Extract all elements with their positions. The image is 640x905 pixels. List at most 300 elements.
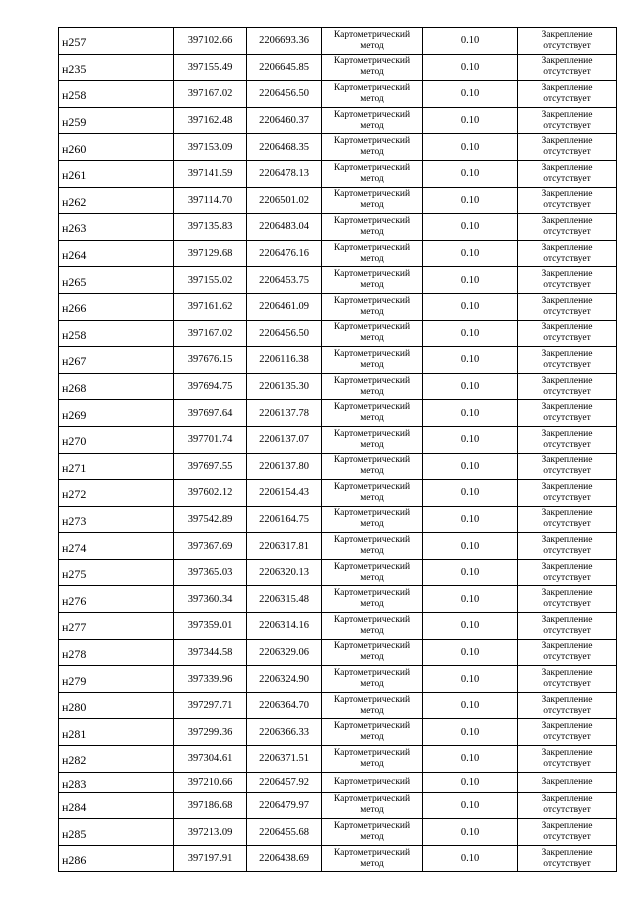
fixing-line: Закрепление — [541, 322, 593, 333]
fixing-cell — [518, 54, 617, 81]
point-name-cell: н264 — [59, 240, 174, 267]
fixing-line: Закрепление — [541, 588, 593, 599]
accuracy-cell: 0.10 — [423, 214, 518, 241]
method-cell — [322, 506, 423, 533]
fixing-cell — [518, 772, 617, 792]
method-cell — [322, 54, 423, 81]
fixing-line: отсутствует — [543, 40, 591, 51]
method-cell — [322, 134, 423, 161]
accuracy-cell: 0.10 — [423, 845, 518, 872]
x-coordinate-cell: 397197.91 — [174, 845, 247, 872]
method-line: Картометрический — [333, 269, 411, 280]
accuracy-cell: 0.10 — [423, 453, 518, 480]
fixing-line: отсутствует — [543, 120, 591, 131]
method-line: метод — [360, 359, 384, 370]
y-coordinate-cell: 2206317.81 — [247, 533, 322, 560]
fixing-line: Закрепление — [541, 508, 593, 519]
fixing-cell — [518, 267, 617, 294]
point-name-cell: н261 — [59, 160, 174, 187]
method-line: Картометрический — [333, 322, 411, 333]
point-name-cell: н259 — [59, 107, 174, 134]
table-row — [59, 772, 617, 792]
fixing-cell — [518, 480, 617, 507]
point-name-cell: н269 — [59, 400, 174, 427]
y-coordinate-cell: 2206154.43 — [247, 480, 322, 507]
method-line: Картометрический — [333, 242, 411, 253]
point-name-cell: н281 — [59, 719, 174, 746]
point-name-cell: н273 — [59, 506, 174, 533]
fixing-cell — [518, 160, 617, 187]
method-line: метод — [360, 546, 384, 557]
method-cell — [322, 533, 423, 560]
fixing-cell — [518, 373, 617, 400]
accuracy-cell: 0.10 — [423, 347, 518, 374]
fixing-cell — [518, 347, 617, 374]
method-line: метод — [360, 732, 384, 743]
y-coordinate-cell: 2206693.36 — [247, 28, 322, 55]
point-name-cell: н278 — [59, 639, 174, 666]
method-line: метод — [360, 67, 384, 78]
method-cell — [322, 28, 423, 55]
point-name-cell: н285 — [59, 819, 174, 846]
y-coordinate-cell: 2206456.50 — [247, 81, 322, 108]
fixing-line: отсутствует — [543, 858, 591, 869]
fixing-line: Закрепление — [541, 295, 593, 306]
method-line: метод — [360, 625, 384, 636]
fixing-cell — [518, 666, 617, 693]
method-line: Картометрический — [333, 747, 411, 758]
fixing-line: Закрепление — [541, 162, 593, 173]
table-row — [59, 613, 617, 640]
method-line: Картометрический — [333, 561, 411, 572]
method-line: Картометрический — [333, 215, 411, 226]
method-line: Картометрический — [333, 348, 411, 359]
fixing-line: Закрепление — [541, 109, 593, 120]
accuracy-cell: 0.10 — [423, 639, 518, 666]
x-coordinate-cell: 397304.61 — [174, 746, 247, 773]
accuracy-cell: 0.10 — [423, 613, 518, 640]
fixing-cell — [518, 845, 617, 872]
method-cell — [322, 692, 423, 719]
method-line: метод — [360, 599, 384, 610]
y-coordinate-cell: 2206501.02 — [247, 187, 322, 214]
method-line: метод — [360, 40, 384, 51]
fixing-cell — [518, 240, 617, 267]
y-coordinate-cell: 2206366.33 — [247, 719, 322, 746]
method-line: метод — [360, 173, 384, 184]
coordinates-table-body — [59, 28, 617, 872]
method-cell — [322, 320, 423, 347]
y-coordinate-cell: 2206476.16 — [247, 240, 322, 267]
method-line: метод — [360, 758, 384, 769]
method-line: Картометрический — [333, 641, 411, 652]
method-cell — [322, 666, 423, 693]
fixing-cell — [518, 214, 617, 241]
method-line: метод — [360, 253, 384, 264]
method-line: метод — [360, 652, 384, 663]
method-cell — [322, 613, 423, 640]
method-line: метод — [360, 93, 384, 104]
method-cell — [322, 453, 423, 480]
fixing-cell — [518, 613, 617, 640]
fixing-cell — [518, 692, 617, 719]
method-line: метод — [360, 858, 384, 869]
coordinates-table — [58, 27, 617, 872]
point-name-cell: н279 — [59, 666, 174, 693]
fixing-line: Закрепление — [541, 847, 593, 858]
method-line: Картометрический — [333, 481, 411, 492]
table-row — [59, 400, 617, 427]
y-coordinate-cell: 2206478.13 — [247, 160, 322, 187]
method-line: Картометрический — [333, 295, 411, 306]
method-line: Картометрический — [333, 721, 411, 732]
table-row — [59, 639, 617, 666]
y-coordinate-cell: 2206315.48 — [247, 586, 322, 613]
method-cell — [322, 746, 423, 773]
point-name-cell: н265 — [59, 267, 174, 294]
point-name-cell: н277 — [59, 613, 174, 640]
x-coordinate-cell: 397102.66 — [174, 28, 247, 55]
method-line: метод — [360, 306, 384, 317]
fixing-cell — [518, 81, 617, 108]
table-row — [59, 54, 617, 81]
method-cell — [322, 719, 423, 746]
method-line: Картометрический — [333, 428, 411, 439]
x-coordinate-cell: 397213.09 — [174, 819, 247, 846]
point-name-cell: н260 — [59, 134, 174, 161]
fixing-cell — [518, 586, 617, 613]
accuracy-cell: 0.10 — [423, 160, 518, 187]
fixing-line: отсутствует — [543, 805, 591, 816]
table-row — [59, 293, 617, 320]
accuracy-cell: 0.10 — [423, 134, 518, 161]
point-name-cell: н267 — [59, 347, 174, 374]
x-coordinate-cell: 397155.02 — [174, 267, 247, 294]
x-coordinate-cell: 397186.68 — [174, 792, 247, 819]
x-coordinate-cell: 397210.66 — [174, 772, 247, 792]
method-cell — [322, 480, 423, 507]
x-coordinate-cell: 397167.02 — [174, 81, 247, 108]
fixing-line: отсутствует — [543, 306, 591, 317]
method-line: Картометрический — [333, 402, 411, 413]
table-row — [59, 666, 617, 693]
y-coordinate-cell: 2206137.07 — [247, 426, 322, 453]
accuracy-cell: 0.10 — [423, 293, 518, 320]
method-line: метод — [360, 519, 384, 530]
method-cell — [322, 426, 423, 453]
method-line: Картометрический — [333, 162, 411, 173]
fixing-line: Закрепление — [541, 821, 593, 832]
fixing-line: отсутствует — [543, 466, 591, 477]
point-name-cell: н274 — [59, 533, 174, 560]
method-line: метод — [360, 832, 384, 843]
fixing-cell — [518, 559, 617, 586]
method-cell — [322, 373, 423, 400]
accuracy-cell: 0.10 — [423, 373, 518, 400]
fixing-cell — [518, 187, 617, 214]
fixing-line: отсутствует — [543, 492, 591, 503]
accuracy-cell: 0.10 — [423, 559, 518, 586]
y-coordinate-cell: 2206364.70 — [247, 692, 322, 719]
x-coordinate-cell: 397694.75 — [174, 373, 247, 400]
point-name-cell: н286 — [59, 845, 174, 872]
table-row — [59, 240, 617, 267]
x-coordinate-cell: 397602.12 — [174, 480, 247, 507]
fixing-line: Закрепление — [541, 402, 593, 413]
y-coordinate-cell: 2206456.50 — [247, 320, 322, 347]
table-row — [59, 214, 617, 241]
point-name-cell: н270 — [59, 426, 174, 453]
method-line: Картометрический — [333, 109, 411, 120]
method-line: метод — [360, 466, 384, 477]
fixing-cell — [518, 400, 617, 427]
point-name-cell: н272 — [59, 480, 174, 507]
fixing-line: Закрепление — [541, 189, 593, 200]
fixing-cell — [518, 28, 617, 55]
fixing-line: отсутствует — [543, 253, 591, 264]
fixing-cell — [518, 639, 617, 666]
fixing-cell — [518, 792, 617, 819]
method-cell — [322, 819, 423, 846]
x-coordinate-cell: 397676.15 — [174, 347, 247, 374]
fixing-line: Закрепление — [541, 56, 593, 67]
fixing-line: Закрепление — [541, 641, 593, 652]
accuracy-cell: 0.10 — [423, 533, 518, 560]
y-coordinate-cell: 2206324.90 — [247, 666, 322, 693]
method-line: метод — [360, 120, 384, 131]
point-name-cell: н263 — [59, 214, 174, 241]
point-name-cell: н257 — [59, 28, 174, 55]
method-line: Картометрический — [333, 455, 411, 466]
accuracy-cell: 0.10 — [423, 267, 518, 294]
method-line: метод — [360, 439, 384, 450]
fixing-line: отсутствует — [543, 226, 591, 237]
fixing-cell — [518, 320, 617, 347]
accuracy-cell: 0.10 — [423, 426, 518, 453]
table-row — [59, 480, 617, 507]
fixing-line: отсутствует — [543, 572, 591, 583]
table-row — [59, 559, 617, 586]
table-row — [59, 719, 617, 746]
y-coordinate-cell: 2206137.78 — [247, 400, 322, 427]
table-row — [59, 134, 617, 161]
method-cell — [322, 639, 423, 666]
method-line: Картометрический — [333, 847, 411, 858]
method-cell — [322, 586, 423, 613]
table-row — [59, 81, 617, 108]
fixing-line: отсутствует — [543, 67, 591, 78]
method-line: метод — [360, 226, 384, 237]
fixing-cell — [518, 746, 617, 773]
method-line: Картометрический — [333, 82, 411, 93]
fixing-line: Закрепление — [541, 455, 593, 466]
x-coordinate-cell: 397129.68 — [174, 240, 247, 267]
x-coordinate-cell: 397367.69 — [174, 533, 247, 560]
x-coordinate-cell: 397344.58 — [174, 639, 247, 666]
y-coordinate-cell: 2206116.38 — [247, 347, 322, 374]
method-line: Картометрический — [333, 614, 411, 625]
point-name-cell: н235 — [59, 54, 174, 81]
table-row — [59, 586, 617, 613]
fixing-line: Закрепление — [541, 721, 593, 732]
accuracy-cell: 0.10 — [423, 692, 518, 719]
fixing-line: отсутствует — [543, 173, 591, 184]
x-coordinate-cell: 397161.62 — [174, 293, 247, 320]
y-coordinate-cell: 2206455.68 — [247, 819, 322, 846]
accuracy-cell: 0.10 — [423, 746, 518, 773]
y-coordinate-cell: 2206164.75 — [247, 506, 322, 533]
fixing-line: Закрепление — [541, 776, 593, 787]
table-row — [59, 819, 617, 846]
method-line: Картометрический — [333, 189, 411, 200]
y-coordinate-cell: 2206135.30 — [247, 373, 322, 400]
fixing-line: отсутствует — [543, 652, 591, 663]
x-coordinate-cell: 397155.49 — [174, 54, 247, 81]
table-row — [59, 373, 617, 400]
method-line: метод — [360, 147, 384, 158]
method-line: метод — [360, 280, 384, 291]
method-cell — [322, 160, 423, 187]
method-line: метод — [360, 679, 384, 690]
method-cell — [322, 792, 423, 819]
method-line: Картометрический — [333, 136, 411, 147]
fixing-line: отсутствует — [543, 280, 591, 291]
fixing-line: Закрепление — [541, 215, 593, 226]
method-cell — [322, 81, 423, 108]
point-name-cell: н276 — [59, 586, 174, 613]
accuracy-cell: 0.10 — [423, 187, 518, 214]
method-cell — [322, 772, 423, 792]
x-coordinate-cell: 397542.89 — [174, 506, 247, 533]
method-cell — [322, 240, 423, 267]
table-row — [59, 107, 617, 134]
point-name-cell: н284 — [59, 792, 174, 819]
x-coordinate-cell: 397360.34 — [174, 586, 247, 613]
fixing-line: отсутствует — [543, 519, 591, 530]
fixing-line: отсутствует — [543, 386, 591, 397]
fixing-line: Закрепление — [541, 794, 593, 805]
y-coordinate-cell: 2206314.16 — [247, 613, 322, 640]
fixing-line: отсутствует — [543, 333, 591, 344]
method-line: метод — [360, 805, 384, 816]
fixing-line: Закрепление — [541, 136, 593, 147]
fixing-line: Закрепление — [541, 348, 593, 359]
method-cell — [322, 187, 423, 214]
fixing-line: Закрепление — [541, 269, 593, 280]
method-line: Картометрический — [333, 588, 411, 599]
fixing-line: Закрепление — [541, 561, 593, 572]
y-coordinate-cell: 2206320.13 — [247, 559, 322, 586]
method-line: Картометрический — [333, 794, 411, 805]
accuracy-cell: 0.10 — [423, 586, 518, 613]
y-coordinate-cell: 2206371.51 — [247, 746, 322, 773]
fixing-line: Закрепление — [541, 481, 593, 492]
table-row — [59, 533, 617, 560]
fixing-line: Закрепление — [541, 428, 593, 439]
x-coordinate-cell: 397297.71 — [174, 692, 247, 719]
x-coordinate-cell: 397697.64 — [174, 400, 247, 427]
fixing-cell — [518, 107, 617, 134]
y-coordinate-cell: 2206438.69 — [247, 845, 322, 872]
method-line: Картометрический — [333, 535, 411, 546]
x-coordinate-cell: 397135.83 — [174, 214, 247, 241]
point-name-cell: н282 — [59, 746, 174, 773]
table-row — [59, 320, 617, 347]
fixing-line: Закрепление — [541, 535, 593, 546]
fixing-cell — [518, 426, 617, 453]
x-coordinate-cell: 397153.09 — [174, 134, 247, 161]
fixing-cell — [518, 533, 617, 560]
y-coordinate-cell: 2206461.09 — [247, 293, 322, 320]
fixing-line: отсутствует — [543, 625, 591, 636]
fixing-line: отсутствует — [543, 359, 591, 370]
fixing-cell — [518, 293, 617, 320]
fixing-line: отсутствует — [543, 93, 591, 104]
y-coordinate-cell: 2206483.04 — [247, 214, 322, 241]
method-line: Картометрический — [333, 375, 411, 386]
point-name-cell: н271 — [59, 453, 174, 480]
method-line: метод — [360, 572, 384, 583]
method-cell — [322, 214, 423, 241]
x-coordinate-cell: 397697.55 — [174, 453, 247, 480]
y-coordinate-cell: 2206645.85 — [247, 54, 322, 81]
x-coordinate-cell: 397167.02 — [174, 320, 247, 347]
point-name-cell: н258 — [59, 81, 174, 108]
y-coordinate-cell: 2206137.80 — [247, 453, 322, 480]
coordinates-table-page — [58, 27, 610, 872]
method-cell — [322, 559, 423, 586]
accuracy-cell: 0.10 — [423, 772, 518, 792]
x-coordinate-cell: 397359.01 — [174, 613, 247, 640]
fixing-line: Закрепление — [541, 242, 593, 253]
y-coordinate-cell: 2206468.35 — [247, 134, 322, 161]
fixing-line: Закрепление — [541, 747, 593, 758]
point-name-cell: н258 — [59, 320, 174, 347]
x-coordinate-cell: 397162.48 — [174, 107, 247, 134]
fixing-line: отсутствует — [543, 200, 591, 211]
table-row — [59, 845, 617, 872]
fixing-line: отсутствует — [543, 732, 591, 743]
y-coordinate-cell: 2206479.97 — [247, 792, 322, 819]
table-row — [59, 506, 617, 533]
table-row — [59, 187, 617, 214]
method-cell — [322, 400, 423, 427]
method-line: Картометрический — [333, 821, 411, 832]
fixing-cell — [518, 506, 617, 533]
point-name-cell: н268 — [59, 373, 174, 400]
y-coordinate-cell: 2206453.75 — [247, 267, 322, 294]
fixing-cell — [518, 819, 617, 846]
method-line: метод — [360, 386, 384, 397]
fixing-line: отсутствует — [543, 758, 591, 769]
accuracy-cell: 0.10 — [423, 719, 518, 746]
method-line: метод — [360, 333, 384, 344]
fixing-line: Закрепление — [541, 375, 593, 386]
fixing-line: Закрепление — [541, 29, 593, 40]
method-line: метод — [360, 492, 384, 503]
accuracy-cell: 0.10 — [423, 480, 518, 507]
method-cell — [322, 347, 423, 374]
fixing-line: отсутствует — [543, 147, 591, 158]
accuracy-cell: 0.10 — [423, 240, 518, 267]
fixing-line: отсутствует — [543, 546, 591, 557]
table-row — [59, 347, 617, 374]
method-cell — [322, 107, 423, 134]
point-name-cell: н275 — [59, 559, 174, 586]
accuracy-cell: 0.10 — [423, 54, 518, 81]
y-coordinate-cell: 2206460.37 — [247, 107, 322, 134]
x-coordinate-cell: 397365.03 — [174, 559, 247, 586]
